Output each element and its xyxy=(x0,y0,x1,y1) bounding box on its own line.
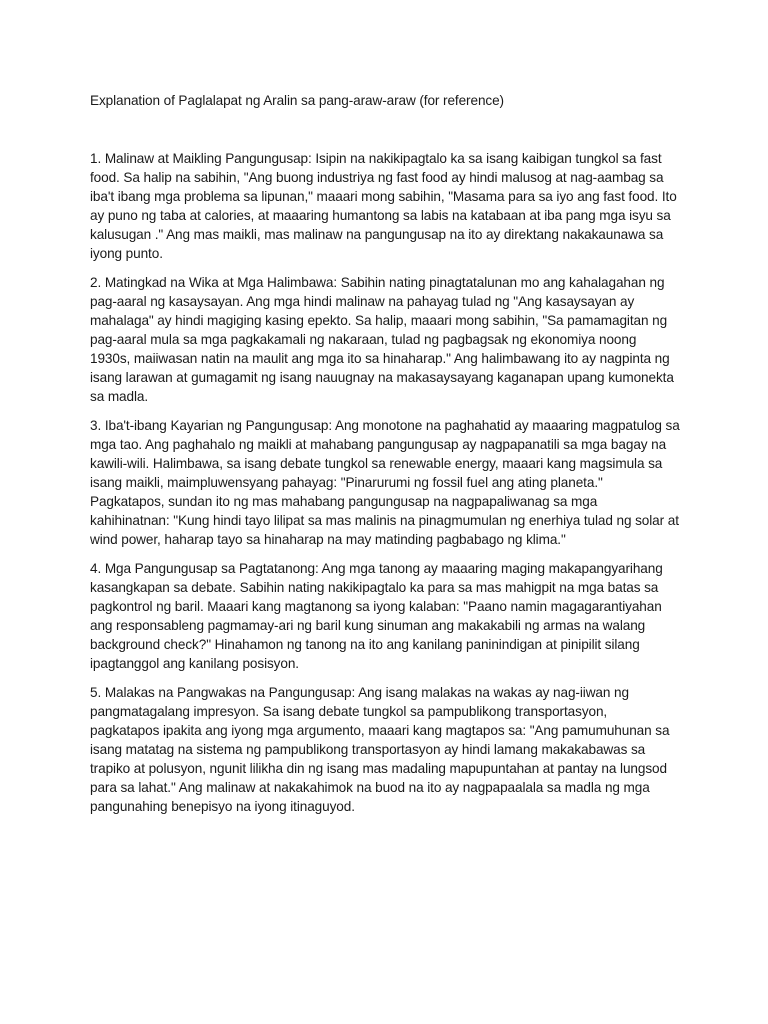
paragraph-1: 1. Malinaw at Maikling Pangungusap: Isipin na nakikipagtalo ka sa isang kaibigan tungkol sa fast food. Sa halip na sabihin, "Ang buong industriya ng fast food ay hindi malusog at nag-aambag sa iba't ibang mga problema sa lipunan," maaari mong sabihin, "Masama para sa iyo ang fast food. Ito ay puno ng taba at calories, at maaaring humantong sa labis na katabaan at iba pang mga isyu sa kalusugan ." Ang mas maikli, mas malinaw na pangungusap na ito ay direktang nakakaunawa sa iyong punto. xyxy=(90,151,677,261)
paragraph-5: 5. Malakas na Pangwakas na Pangungusap: Ang isang malakas na wakas ay nag-iiwan ng pangmatagalang impresyon. Sa isang debate tungkol sa pampublikong transportasyon, pagkatapos ipakita ang iyong mga argumento, maaari kang magtapos sa: "Ang pamumuhunan sa isang matatag na sistema ng pampublikong transportasyon ay hindi lamang makakabawas sa trapiko at polusyon, ngunit lilikha din ng isang mas madaling mapupuntahan at pantay na lungsod para sa lahat." Ang malinaw at nakakahimok na buod na ito ay nagpapaalala sa madla ng mga pangunahing benepisyo na iyong itinaguyod. xyxy=(90,685,670,814)
paragraph-3: 3. Iba't-ibang Kayarian ng Pangungusap: Ang monotone na paghahatid ay maaaring magpatulog sa mga tao. Ang paghahalo ng maikli at mahabang pangungusap ay nagpapanatili sa mga bagay na kawili-wili. Halimbawa, sa isang debate tungkol sa renewable energy, maaari kang magsimula sa isang maikli, maimpluwensyang pahayag: "Pinarurumi ng fossil fuel ang ating planeta." Pagkatapos, sundan ito ng mas mahabang pangungusap na nagpapaliwanag sa mga kahihinatnan: "Kung hindi tayo lilipat sa mas malinis na pinagmumulan ng enerhiya tulad ng solar at wind power, haharap tayo sa hinaharap na may matinding pagbabago ng klima." xyxy=(90,418,680,547)
document-title: Explanation of Paglalapat ng Aralin sa pang-araw-araw (for reference) xyxy=(90,93,504,108)
paragraph-2: 2. Matingkad na Wika at Mga Halimbawa: Sabihin nating pinagtatalunan mo ang kahalagahan ng pag-aaral ng kasaysayan. Ang mga hindi malinaw na pahayag tulad ng "Ang kasaysayan ay mahalaga" ay hindi magiging kasing epekto. Sa halip, maaari mong sabihin, "Sa pamamagitan ng pag-aaral mula sa mga pagkakamali ng nakaraan, tulad ng pagbagsak ng ekonomiya noong 1930s, maiiwasan natin na maulit ang mga ito sa hinaharap." Ang halimbawang ito ay nagpinta ng isang larawan at gumagamit ng isang nauugnay na makasaysayang kaganapan upang kumonekta sa madla. xyxy=(90,275,674,404)
document-page xyxy=(90,91,680,826)
paragraph-4: 4. Mga Pangungusap sa Pagtatanong: Ang mga tanong ay maaaring maging makapangyarihang kasangkapan sa debate. Sabihin nating nakikipagtalo ka para sa mas mahigpit na mga batas sa pagkontrol ng baril. Maaari kang magtanong sa iyong kalaban: "Paano namin magagarantiyahan ang responsableng pagmamay-ari ng baril kung sinuman ang makakabili ng armas na walang background check?" Hinahamon ng tanong na ito ang kanilang paninindigan at pinipilit silang ipagtanggol ang kanilang posisyon. xyxy=(90,561,663,671)
